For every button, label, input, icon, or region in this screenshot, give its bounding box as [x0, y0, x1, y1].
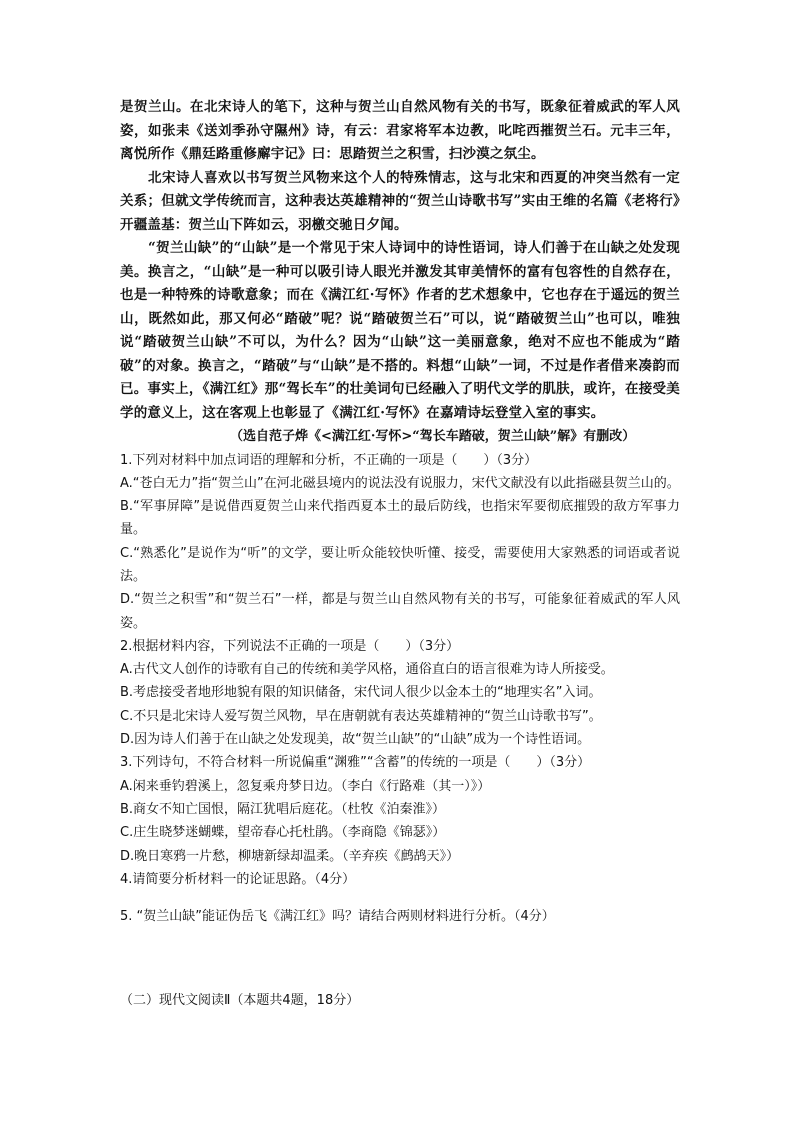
passage-source: （选自范子烨《<满江红·写怀>“驾长车踏破，贺兰山缺”解》有删改） — [230, 429, 636, 444]
question-2-option-a: A.古代文人创作的诗歌有自己的传统和美学风格，通俗直白的语言很难为诗人所接受。 — [120, 662, 614, 678]
question-2-stem: 2.根据材料内容，下列说法不正确的一项是（ ）（3分） — [120, 638, 460, 654]
question-3-option-a: A.闲来垂钓碧溪上，忽复乘舟梦日边。（李白《行路难（其一）》） — [120, 778, 491, 794]
question-5-stem: 5. “贺兰山缺”能证伪岳飞《满江红》吗？请结合两则材料进行分析。（4分） — [120, 909, 555, 924]
passage-paragraph-3: “贺兰山缺”的“山缺”是一个常见于宋人诗词中的诗性语词，诗人们善于在山缺之处发现美。换言之，“山缺”是一种可以吸引诗人眼光并激发其审美情怀的富有包容性的自然存在，也是一种特殊的诗歌意象；而在《满江红·写怀》作者的艺术想象中，它也存在于遥远的贺兰山，既然如此，那又何必“踏破”呢？说“踏破贺兰石”可以，说“踏破贺兰山”也可以，唯独说“踏破贺兰山缺”不可以，为什么？因为“山缺”这一美丽意象，绝对不应也不能成为“踏破”的对象。换言之，“踏破”与“山缺”是不搭的。料想“山缺”一词，不过是作者借来凑韵而已。事实上，《满江红》那“驾长车”的壮美词句已经融入了明代文学的肌肤，或许，在接受美学的意义上，这在客观上也彰显了《满江红·写怀》在嘉靖诗坛登堂入室的事实。 — [120, 240, 680, 421]
passage-paragraph-2: 北宋诗人喜欢以书写贺兰风物来这个人的特殊情志，这与北宋和西夏的冲突当然有一定关系；但就文学传统而言，这种表达英雄精神的“贺兰山诗歌书写”实由王维的名篇《老将行》开疆盖基：贺兰山下阵如云，羽檄交驰日夕闻。 — [120, 169, 680, 233]
section-heading: （二）现代文阅读Ⅱ（本题共4题，18分） — [120, 993, 360, 1008]
question-3-option-d: D.晚日寒鸦一片愁，柳塘新绿却温柔。（辛弃疾《鹧鸪天》） — [120, 848, 460, 864]
question-3-option-c: C.庄生晓梦迷蝴蝶，望帝春心托杜鹃。（李商隐《锦瑟》） — [120, 825, 446, 841]
question-1-option-b: B.“军事屏障”是说借西夏贺兰山来代指西夏本土的最后防线，也指宋军要彻底摧毁的敌方军事力量。 — [120, 499, 680, 538]
exam-page — [120, 96, 680, 891]
question-1-option-d: D.“贺兰之积雪”和“贺兰石”一样，都是与贺兰山自然风物有关的书写，可能象征着威武的军人风姿。 — [120, 592, 680, 631]
passage-paragraph-1: 是贺兰山。在北宋诗人的笔下，这种与贺兰山自然风物有关的书写，既象征着威武的军人风姿，如张耒《送刘季孙守隰州》诗，有云：君家将军本边教，叱咤西摧贺兰石。元丰三年，离悦所作《鼎廷路重修廨宇记》曰：思踏贺兰之积雪，扫沙漠之氛尘。 — [120, 99, 680, 162]
question-list — [120, 449, 680, 892]
question-1-stem: 1.下列对材料中加点词语的理解和分析，不正确的一项是（ ）（3分） — [120, 452, 538, 468]
question-1-option-c: C.“熟悉化”是说作为“听”的文学，要让听众能较快听懂、接受，需要使用大家熟悉的词语或者说法。 — [120, 545, 680, 584]
question-4-stem: 4.请简要分析材料一的论证思路。（4分） — [120, 871, 356, 887]
question-2-option-c: C.不只是北宋诗人爱写贺兰风物，早在唐朝就有表达英雄精神的“贺兰山诗歌书写”。 — [120, 708, 602, 724]
reading-passage — [120, 96, 680, 425]
question-1-option-a: A.“苍白无力”指“贺兰山”在河北磁县境内的说法没有说服力，宋代文献没有以此指磁县贺兰山的。 — [120, 475, 680, 491]
question-2-option-d: D.因为诗人们善于在山缺之处发现美，故“贺兰山缺”的“山缺”成为一个诗性语词。 — [120, 732, 591, 748]
question-3-option-b: B.商女不知亡国恨，隔江犹唱后庭花。（杜牧《泊秦淮》） — [120, 801, 446, 817]
question-2-option-b: B.考虑接受者地形地貌有限的知识储备，宋代词人很少以金本土的“地理实名”入词。 — [120, 685, 602, 701]
question-3-stem: 3.下列诗句，不符合材料一所说偏重“渊雅”“含蓄”的传统的一项是（ ）（3分） — [120, 755, 591, 771]
